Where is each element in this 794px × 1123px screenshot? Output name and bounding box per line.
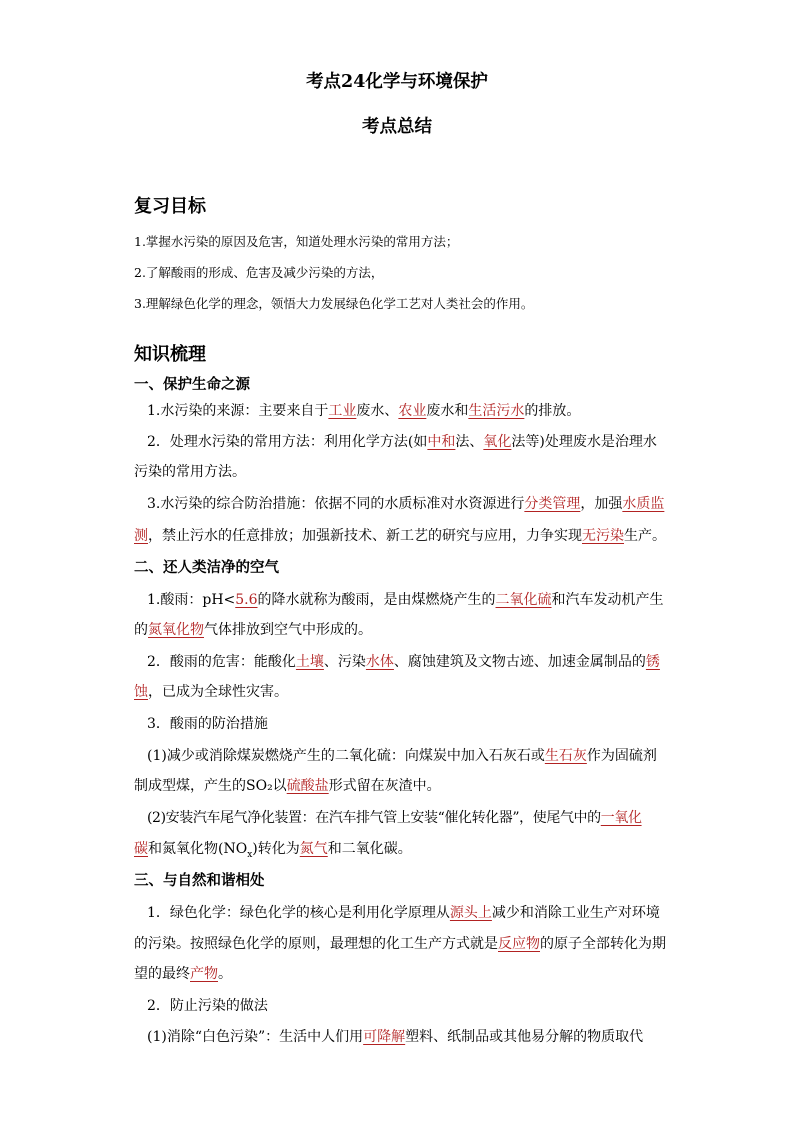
answer-blank: 5.6 <box>235 592 258 608</box>
answer-blank: 碳 <box>134 841 148 857</box>
goal-item-1: 1.掌握水污染的原因及危害，知道处理水污染的常用方法； <box>134 234 459 249</box>
answer-blank: 氮氧化物 <box>148 622 204 638</box>
paragraph-line: 碳和氮氧化物$(NO_x)$转化为氮气和二氧化碳。 <box>134 841 412 860</box>
answer-blank: 源头上 <box>449 905 492 921</box>
document-subtitle: 考点总结 <box>362 117 432 137</box>
paragraph-line: 望的最终产物。 <box>134 966 232 982</box>
subsection-heading-2: 二、还人类洁净的空气 <box>134 559 279 576</box>
answer-blank: 土壤 <box>295 654 324 670</box>
paragraph-line: 1.酸雨：pH<5.6的降水就称为酸雨，是由煤燃烧产生的二氧化硫和汽车发动机产生 <box>147 592 664 608</box>
paragraph-line: (1)消除“白色污染”：生活中人们用可降解塑料、纸制品或其他易分解的物质取代 <box>147 1029 644 1045</box>
answer-blank: 水质监 <box>622 496 665 512</box>
subsection-heading-3: 三、与自然和谐相处 <box>134 872 265 889</box>
paragraph-line: 的污染。按照绿色化学的原则，最理想的化工生产方式就是反应物的原子全部转化为期 <box>134 936 666 952</box>
answer-blank: 中和 <box>427 434 456 450</box>
answer-blank: 可降解 <box>363 1029 406 1045</box>
answer-blank: 反应物 <box>498 936 540 952</box>
answer-blank: 生石灰 <box>544 748 587 764</box>
paragraph-line: 制成型煤，产生的SO₂以硫酸盐形式留在灰渣中。 <box>134 778 441 794</box>
paragraph-line: 1.水污染的来源：主要来自于工业废水、农业废水和生活污水的排放。 <box>147 403 581 419</box>
section-heading-review-goals: 复习目标 <box>134 196 206 217</box>
paragraph-line: (2)安装汽车尾气净化装置：在汽车排气管上安装“催化转化器”，使尾气中的一氧化 <box>147 810 642 826</box>
goal-item-2: 2.了解酸雨的形成、危害及减少污染的方法， <box>134 265 384 280</box>
paragraph-line: 测，禁止污水的任意排放；加强新技术、新工艺的研究与应用，力争实现无污染生产。 <box>134 528 666 544</box>
paragraph-line: 2．处理水污染的常用方法：利用化学方法(如中和法、氧化法等)处理废水是治理水 <box>147 434 657 450</box>
paragraph-line: (1)减少或消除煤炭燃烧产生的二氧化硫：向煤炭中加入石灰石或生石灰作为固硫剂 <box>147 748 657 764</box>
answer-blank: 水体 <box>365 654 394 670</box>
paragraph-line: 蚀，已成为全球性灾害。 <box>134 684 288 700</box>
paragraph-line: 2．酸雨的危害：能酸化土壤、污染水体、腐蚀建筑及文物古迹、加速金属制品的锈 <box>147 654 660 670</box>
section-heading-knowledge: 知识梳理 <box>134 344 206 365</box>
answer-blank: 分类管理 <box>524 496 581 512</box>
answer-blank: 生活污水 <box>468 403 525 419</box>
paragraph-line: 的氮氧化物气体排放到空气中形成的。 <box>134 622 372 638</box>
answer-blank: 一氧化 <box>600 810 642 826</box>
paragraph-line: 1．绿色化学：绿色化学的核心是利用化学原理从源头上减少和消除工业生产对环境 <box>147 905 660 921</box>
answer-blank: 工业 <box>328 403 357 419</box>
answer-blank: 锈 <box>645 654 660 670</box>
paragraph-line: 污染的常用方法。 <box>134 464 246 480</box>
paragraph-line: 3.水污染的综合防治措施：依据不同的水质标准对水资源进行分类管理，加强水质监 <box>147 496 665 512</box>
answer-blank: 无污染 <box>582 528 624 544</box>
answer-blank: 测 <box>134 528 148 544</box>
answer-blank: 二氧化硫 <box>495 592 552 608</box>
answer-blank: 氧化 <box>483 434 512 450</box>
subsection-heading-1: 一、保护生命之源 <box>134 376 250 393</box>
paragraph-line: 2．防止污染的做法 <box>147 998 268 1014</box>
paragraph-line: 3．酸雨的防治措施 <box>147 716 268 732</box>
answer-blank: 氮气 <box>299 841 328 857</box>
goal-item-3: 3.理解绿色化学的理念，领悟大力发展绿色化学工艺对人类社会的作用。 <box>134 296 534 311</box>
answer-blank: 蚀 <box>134 684 148 700</box>
answer-blank: 农业 <box>398 403 427 419</box>
answer-blank: 产物 <box>190 966 218 982</box>
document-title: 考点24化学与环境保护 <box>306 72 488 92</box>
answer-blank: 硫酸盐 <box>286 778 329 794</box>
